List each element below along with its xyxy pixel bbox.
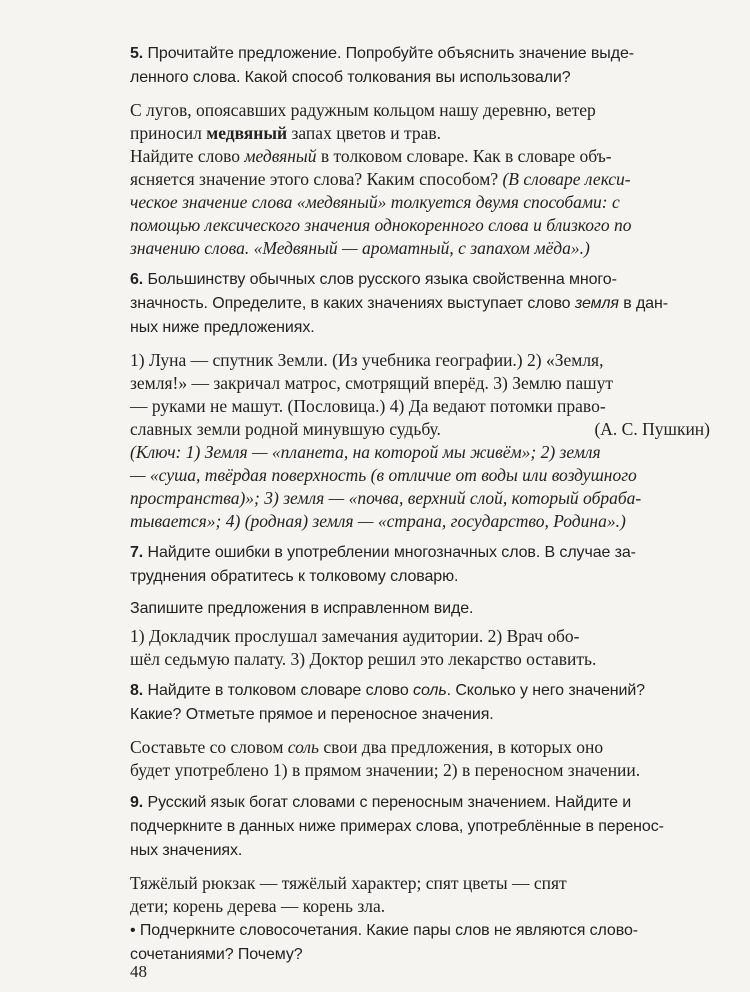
- hint-text: в толковом словаре. Как в словаре объ-: [316, 146, 612, 166]
- task6-line1: [130, 268, 617, 292]
- task8-sentence-line2: будет употреблено 1) в прямом значении; 2) в переносном значении.: [130, 760, 641, 780]
- task7-line2: труднения обратитесь к толковому словарю.: [130, 568, 459, 585]
- sentence-word: соль: [287, 737, 320, 757]
- task6-sentence-line2: земля!» — закричал матрос, смотрящий вперёд. 3) Землю пашут: [130, 373, 613, 393]
- quote-text: запах цветов и трав.: [287, 123, 442, 143]
- task9-number: 9.: [130, 794, 144, 811]
- task9-text: Русский язык богат словами с переносным значением. Найдите и: [147, 794, 632, 811]
- task6-number: 6.: [130, 271, 144, 288]
- task5-line1: [130, 42, 634, 66]
- task5-key-line2: помощью лексического значения однокоренного слова и близкого по: [130, 215, 632, 235]
- task7-line3: Запишите предложения в исправленном виде.: [130, 600, 474, 617]
- task5-number: 5.: [130, 45, 144, 62]
- task6-key-line4: тывается»; 4) (родная) земля — «страна, государство, Родина».): [130, 511, 626, 531]
- task5-quote-line2: [130, 121, 441, 145]
- task6-text: в дан-: [618, 295, 668, 312]
- task8-number: 8.: [130, 682, 144, 699]
- task6-key-line3: пространства)»; 3) земля — «почва, верхний слой, который обраба-: [130, 488, 642, 508]
- task7-line1: [130, 541, 636, 565]
- task7-text: Найдите ошибки в употреблении многозначных слов. В случае за-: [147, 544, 636, 561]
- task7-sentence-line2: шёл седьмую палату. 3) Доктор решил это лекарство оставить.: [130, 649, 597, 669]
- task9-example-line2: дети; корень дерева — корень зла.: [130, 896, 386, 916]
- task5-hint-line1: [130, 144, 612, 168]
- task9-bullet-line2: сочетаниями? Почему?: [130, 946, 303, 963]
- task9-example-line1: Тяжёлый рюкзак — тяжёлый характер; спят цветы — спят: [130, 873, 567, 893]
- task5-hint-line2: [130, 167, 631, 191]
- task9-line1: [130, 791, 631, 815]
- task8-text: Найдите в толковом словаре слово: [147, 682, 414, 699]
- task6-key-line2: — «суша, твёрдая поверхность (в отличие от воды или воздушного: [130, 465, 637, 485]
- task9-line3: ных значениях.: [130, 842, 243, 859]
- task9-line2: подчеркните в данных ниже примерах слова, употреблённые в перенос-: [130, 818, 664, 835]
- hint-word: медвяный: [244, 146, 317, 166]
- task8-sentence-line1: [130, 735, 603, 759]
- task6-word: земля: [574, 295, 619, 312]
- task6-sentence-line4: [130, 417, 710, 441]
- task9-bullet-line1: • Подчеркните словосочетания. Какие пары слов не являются слово-: [130, 922, 638, 939]
- hint-text: Найдите слово: [130, 146, 245, 166]
- hint-text: ясняется значение этого слова? Каким способом?: [130, 169, 503, 189]
- task6-line3: ных ниже предложениях.: [130, 319, 315, 336]
- task5-key-line3: значению слова. «Медвяный — ароматный, с запахом мёда».): [130, 238, 590, 258]
- task8-word: соль: [413, 682, 447, 699]
- key-text: (В словаре лекси-: [502, 169, 631, 189]
- highlighted-word: медвяный: [206, 123, 288, 143]
- task5-key-line1: ческое значение слова «медвяный» толкуется двумя способами: с: [130, 192, 620, 212]
- task8-line1: [130, 679, 645, 703]
- task6-text: Большинству обычных слов русского языка свойственна много-: [147, 271, 617, 288]
- task7-number: 7.: [130, 544, 144, 561]
- task6-sentence-line1: 1) Луна — спутник Земли. (Из учебника географии.) 2) «Земля,: [130, 350, 604, 370]
- task5-line2: ленного слова. Какой способ толкования вы использовали?: [130, 69, 571, 86]
- page-number: 48: [130, 962, 147, 981]
- task7-sentence-line1: 1) Докладчик прослушал замечания аудитории. 2) Врач обо-: [130, 626, 580, 646]
- sentence-text: славных земли родной минувшую судьбу.: [130, 419, 441, 439]
- task6-text: значность. Определите, в каких значениях выступает слово: [130, 295, 575, 312]
- task6-key-line1: (Ключ: 1) Земля — «планета, на которой мы живём»; 2) земля: [130, 442, 601, 462]
- quote-text: приносил: [130, 123, 207, 143]
- author-attribution: (А. С. Пушкин): [594, 419, 710, 439]
- sentence-text: свои два предложения, в которых оно: [319, 737, 604, 757]
- task5-quote-line1: С лугов, опоясавших радужным кольцом нашу деревню, ветер: [130, 100, 596, 120]
- task8-line2: Какие? Отметьте прямое и переносное значения.: [130, 706, 494, 723]
- task8-text: . Сколько у него значений?: [446, 682, 645, 699]
- sentence-text: Составьте со словом: [130, 737, 288, 757]
- task6-line2: [130, 292, 668, 316]
- task5-text-1: Прочитайте предложение. Попробуйте объяснить значение выде-: [147, 45, 634, 62]
- task6-sentence-line3: — руками не машут. (Пословица.) 4) Да ведают потомки право-: [130, 396, 606, 416]
